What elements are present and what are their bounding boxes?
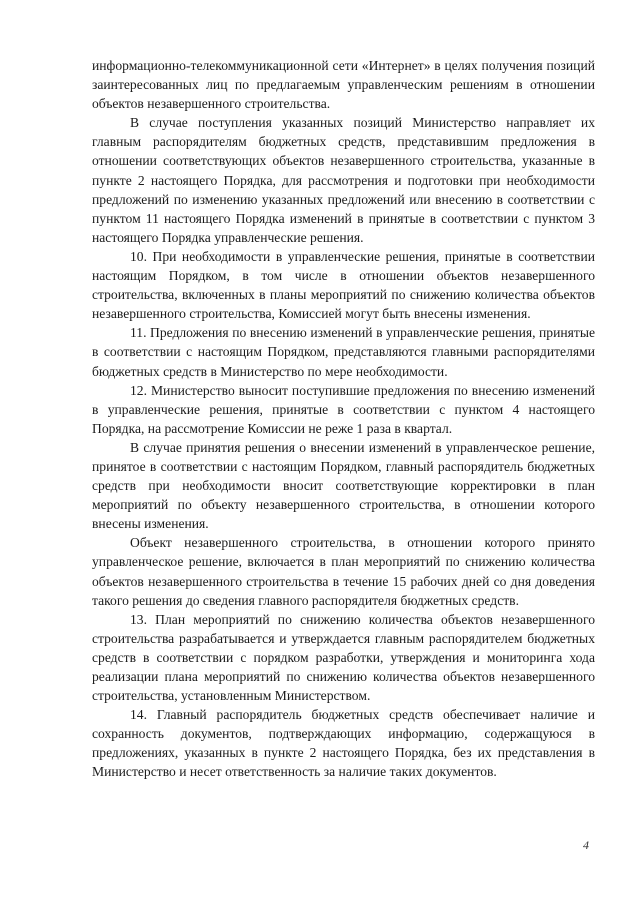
paragraph-item-14: 14. Главный распорядитель бюджетных средств обеспечивает наличие и сохранность документов, подтверждающих информацию, содержащуюся в предложениях, указанных в пункте 2 настоящего Порядка, без их представления в Министерство и несет ответственность за наличие таких документов. — [92, 707, 595, 780]
paragraph-item-12: 12. Министерство выносит поступившие предложения по внесению изменений в управленческие решения, принятые в соответствии с пунктом 4 настоящего Порядка, на рассмотрение Комиссии не реже 1 раза в квартал. — [92, 382, 595, 436]
paragraph-item-13: 13. План мероприятий по снижению количества объектов незавершенного строительства разрабатывается и утверждается главным распорядителем бюджетных средств в соответствии с порядком разработки, утверждения и мониторинга хода реализации плана мероприятий по снижению количества объектов незавершенного строительства, установленным Министерством. — [92, 611, 595, 704]
page-number: 4 — [583, 838, 589, 852]
document-body — [92, 56, 595, 782]
paragraph-item-12-inclusion: Объект незавершенного строительства, в отношении которого принято управленческое решение, включается в план мероприятий по снижению количества объектов незавершенного строительства в течение 15 рабочих дней со дня доведения такого решения до сведения главного распорядителя бюджетных средств. — [92, 535, 595, 608]
paragraph-item-10: 10. При необходимости в управленческие решения, принятые в соответствии настоящим Порядком, в том числе в отношении объектов незавершенного строительства, включенных в планы мероприятий по снижению количества объектов незавершенного строительства, Комиссией могут быть внесены изменения. — [92, 248, 595, 322]
paragraph-continuation: информационно-телекоммуникационной сети «Интернет» в целях получения позиций заинтересованных лиц по предлагаемым управленческим решениям в отношении объектов незавершенного строительства. — [92, 58, 595, 112]
paragraph-item-11: 11. Предложения по внесению изменений в управленческие решения, принятые в соответствии с настоящим Порядком, представляются главными распорядителями бюджетных средств в Министерство по мере необходимости. — [92, 325, 595, 379]
paragraph-item-12-changes: В случае принятия решения о внесении изменений в управленческое решение, принятое в соответствии с настоящим Порядком, главный распорядитель бюджетных средств при необходимости вносит соответствующие корректировки в план мероприятий по объекту незавершенного строительства, в отношении которого внесены изменения. — [92, 439, 595, 532]
paragraph-positions-received: В случае поступления указанных позиций Министерство направляет их главным распорядителям бюджетных средств, представившим предложения в отношении соответствующих объектов незавершенного строительства, указанные в пункте 2 настоящего Порядка, для рассмотрения и подготовки при необходимости предложений по изменению указанных предложений или внесению в соответствии с пунктом 11 настоящего Порядка изменений в принятые в соответствии с пунктом 3 настоящего Порядка управленческие решения. — [92, 115, 595, 245]
